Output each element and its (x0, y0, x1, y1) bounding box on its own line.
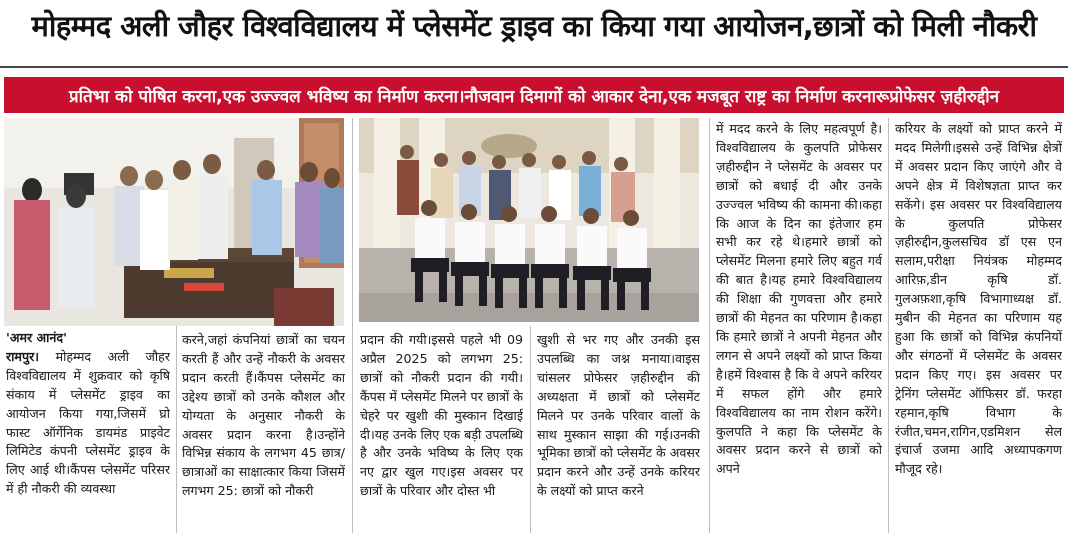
article-column-1 (6, 329, 170, 533)
byline: 'अमर आनंद' (6, 330, 67, 345)
column-1-text: मोहम्मद अली जौहर विश्वविद्यालय में शुक्रवार को कृषि संकाय में प्लेसमेंट ड्राइव का आयोजन किया गया,जिसमें घ्रो फास्ट ऑर्गेनिक डायमंड प्राइवेट लिमिटेड कंपनी प्लेसमेंट ड्राइव के लिए आई थी।कैंपस प्लेसमेंट परिसर में ही नौकरी की व्यवस्था (6, 348, 170, 497)
column-divider (888, 118, 889, 533)
subheadline: प्रतिभा को पोषित करना,एक उज्ज्वल भविष्य का निर्माण करना।नौजवान दिमागों को आकार देना,एक मजबूत राष्ट्र का निर्माण करनारूप्रोफेसर ज़हीरुद्दीन (68, 86, 1000, 107)
column-divider (530, 326, 531, 533)
office-photo (4, 118, 344, 326)
column-divider (709, 118, 710, 533)
article-column-3 (360, 331, 523, 533)
subheadline-banner (4, 77, 1064, 113)
column-4-text: खुशी से भर गए और उनकी इस उपलब्धि का जश्न मनाया।वाइस चांसलर प्रोफेसर ज़हीरुद्दीन की अध्यक्षता में छात्रों को प्लेसमेंट मिलने पर उनके परिवार वालों के साथ मुस्कान साझा की गई।उनकी भूमिका छात्रों को प्लेसमेंट के अवसर प्रदान करने और उन्हें उनके करियर के लक्ष्यों को प्राप्त करने (537, 332, 700, 499)
article-column-6 (895, 120, 1062, 533)
headline: मोहम्मद अली जौहर विश्वविद्यालय में प्लेसमेंट ड्राइव का किया गया आयोजन,छात्रों को मिली नौकरी (31, 9, 1037, 43)
column-2-text: करने,जहां कंपनियां छात्रों का चयन करती हैं और उन्हें नौकरी के अवसर प्रदान करती हैं।कैंपस प्लेसमेंट का उद्देश्य छात्रों को उनके कौशल और योग्यता के अनुसार नौकरी के अवसर प्रदान करना है।उन्होंने विभिन्न संकाय के लगभग 45 छात्र/छात्राओं का साक्षात्कार किया जिसमें लगभग 25: छात्रों को नौकरी (182, 332, 345, 499)
dateline: रामपुर। (6, 348, 40, 364)
column-3-text: प्रदान की गयी।इससे पहले भी 09 अप्रैल 2025 को लगभग 25: छात्रों को नौकरी प्रदान की गयी।कैंपस में प्लेसमेंट मिलने पर छात्रों के चेहरे पर खुशी की मुस्कान दिखाई दी।यह उनके लिए एक बड़ी उपलब्धि है और उनके भविष्य के लिए एक नए द्वार खुल गए।इस अवसर पर छात्रों के परिवार और दोस्त भी (360, 332, 523, 499)
column-5-text: में मदद करने के लिए महत्वपूर्ण है।विश्वविद्यालय के कुलपति प्रोफेसर ज़हीरुद्दीन ने प्लेसमेंट के अवसर पर छात्रों को बधाई दी और उनके उज्ज्वल भविष्य की कामना की।कहा कि आज के दिन का इंतेजार हम सभी कर रहे थे।हमारे छात्रों को प्लेसमेंट मिलना हमारे लिए बहुत गर्व की बात है।यह हमारे विश्वविद्यालय की शिक्षा की गुणवत्ता और हमारे छात्रों की मेहनत का परिणाम है।कहा कि हमारे छात्रों ने अपनी मेहनत और लगन से अपने लक्ष्यों को प्राप्त किया है।हमें विश्वास है कि वे अपने करियर में सफल होंगे और हमारे विश्वविद्यालय का नाम रोशन करेंगे।कुलपति ने कहा कि प्लेसमेंट के अवसर प्रदान करने से छात्रों को अपने (716, 121, 882, 477)
article-column-4 (537, 331, 700, 533)
article-column-5 (716, 120, 882, 533)
headline-rule (0, 66, 1068, 68)
column-divider (176, 326, 177, 533)
column-6-text: करियर के लक्ष्यों को प्राप्त करने में मदद मिलेगी।इससे उन्हें विभिन्न क्षेत्रों में अवसर प्रदान किए जाएंगे और वे अपने क्षेत्र में विशेषज्ञता प्राप्त कर सकेंगे। इस अवसर पर विश्वविद्यालय के कुलपति प्रोफेसर ज़हीरुद्दीन,कुलसचिव डॉ एस एन सलाम,परीक्षा नियंत्रक मोहम्मद आरिफ़,डीन कृषि डॉ. गुलअफ़शा,कृषि विभागाध्यक्ष डॉ. मुबीन की मेहनत का परिणाम यह हुआ कि छात्रों को विभिन्न कंपनियों और संगठनों में प्लेसमेंट के अवसर प्रदान किए गए। इस अवसर पर ट्रेनिंग प्लेसमेंट ऑफिसर डॉ. फरहा रहमान,कृषि विभाग के रंजीत,चमन,रागिन,एडमिशन सेल इंचार्ज उजमा आदि अध्यापकगण मौजूद रहे। (895, 121, 1062, 477)
column-divider (352, 118, 353, 533)
article-column-2 (182, 331, 345, 533)
group-photo (359, 118, 699, 322)
